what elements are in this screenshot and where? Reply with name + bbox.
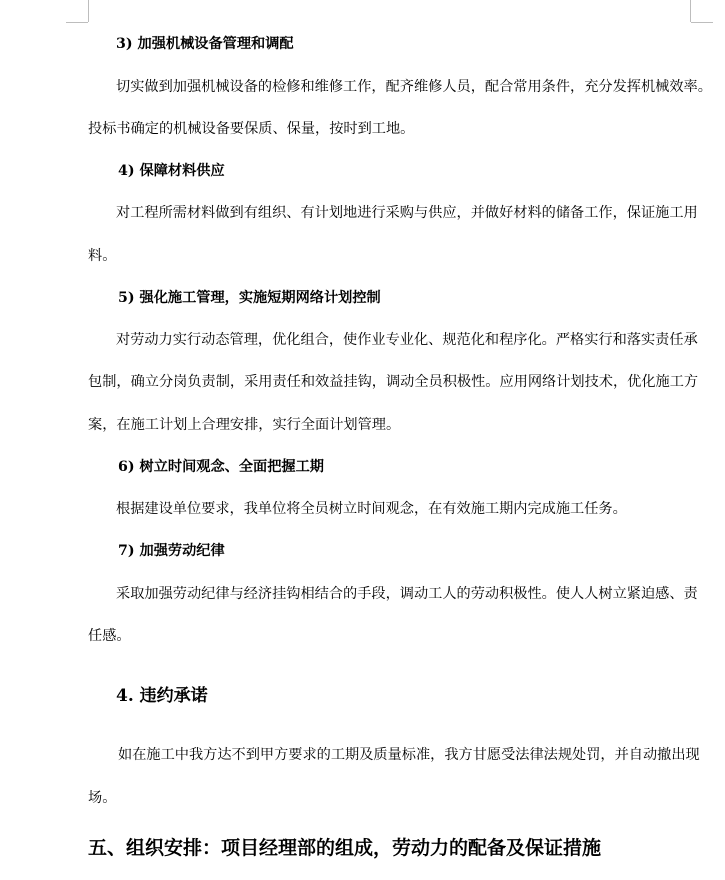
paragraph-line: 投标书确定的机械设备要保质、保量，按时到工地。 [88,121,415,137]
crop-mark-top-left-horizontal [66,22,88,23]
chapter-heading-5: 五、组织安排：项目经理部的组成，劳动力的配备及保证措施 [88,837,602,859]
paragraph-line: 包制，确立分岗负责制，采用责任和效益挂钩，调动全员积极性。应用网络计划技术，优化施工方 [88,374,699,390]
section-heading-4: 4. 违约承诺 [116,686,208,706]
subheading-5: 5) 强化施工管理，实施短期网络计划控制 [118,290,381,306]
subheading-6: 6) 树立时间观念、全面把握工期 [118,459,324,475]
subheading-7: 7) 加强劳动纪律 [118,543,225,559]
crop-mark-top-right-horizontal [691,22,713,23]
crop-mark-top-right-vertical [690,0,691,22]
paragraph-line: 料。 [88,248,117,264]
paragraph-line: 任感。 [88,628,131,644]
paragraph-line: 场。 [88,790,117,806]
paragraph-line: 根据建设单位要求，我单位将全员树立时间观念，在有效施工期内完成施工任务。 [116,501,627,517]
subheading-4: 4) 保障材料供应 [118,163,225,179]
paragraph-line: 对劳动力实行动态管理，优化组合，使作业专业化、规范化和程序化。严格实行和落实责任承 [116,332,698,348]
paragraph-line: 案，在施工计划上合理安排，实行全面计划管理。 [88,417,401,433]
paragraph-line: 采取加强劳动纪律与经济挂钩相结合的手段，调动工人的劳动积极性。使人人树立紧迫感、责 [116,586,698,602]
paragraph-line: 切实做到加强机械设备的检修和维修工作，配齐维修人员，配合常用条件，充分发挥机械效率。 [116,79,712,95]
subheading-3: 3) 加强机械设备管理和调配 [116,36,294,52]
paragraph-line: 对工程所需材料做到有组织、有计划地进行采购与供应，并做好材料的储备工作，保证施工用 [116,205,698,221]
paragraph-line: 如在施工中我方达不到甲方要求的工期及质量标准，我方甘愿受法律法规处罚，并自动撤出现 [118,747,700,763]
crop-mark-top-left-vertical [88,0,89,22]
